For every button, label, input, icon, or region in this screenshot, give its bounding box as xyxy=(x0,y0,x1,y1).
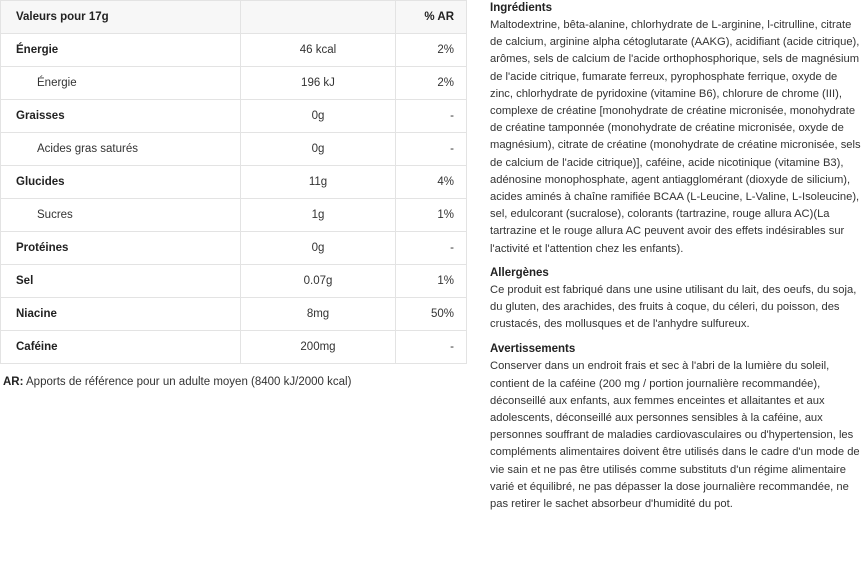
table-row xyxy=(1,199,467,232)
nutrient-name: Graisses xyxy=(1,100,241,133)
table-row xyxy=(1,298,467,331)
table-row xyxy=(1,265,467,298)
ingredients-text: Maltodextrine, bêta-alanine, chlorhydrate de L-arginine, l-citrulline, citrate de calcium, arginine alpha cétoglutarate (AAKG), acidifiant (acide citrique), arômes, sels de calcium de l'acide orthophosphorique, sels de magnésium de l'acide citrique, fumarate ferreux, pyrophosphate ferrique, oxyde de zinc, chlorhydrate de pyridoxine (vitamine B6), chlorure de chrome (III), complexe de créatine [monohydrate de créatine micronisée, monohydrate de créatine tamponnée (monohydrate de créatine micronisée, oxyde de magnésium), citrate de créatine (monohydrate de créatine micronisée, sels de calcium de l'acide citrique)], caféine, acide nicotinique (vitamine B3), adénosine monophosphate, agent antiagglomérant (dioxyde de silicium), acides aminés à chaîne ramifiée BCAA (L-Leucine, L-Valine, L-Isoleucine), sel, edulcorant (sucralose), colorants (tartrazine, rouge allura AC)(La tartrazine et le rouge allura AC peuvent avoir des effets indésirables sur l'activité et l'attention chez les enfants). xyxy=(490,19,861,255)
nutrient-name: Glucides xyxy=(1,166,241,199)
table-row xyxy=(1,232,467,265)
nutrient-quantity: 0g xyxy=(241,232,396,265)
nutrition-header-row xyxy=(1,1,467,34)
header-quantity xyxy=(241,1,396,34)
nutrient-quantity: 0g xyxy=(241,133,396,166)
nutrition-panel xyxy=(0,0,468,388)
nutrient-name: Niacine xyxy=(1,298,241,331)
nutrient-name: Acides gras saturés xyxy=(1,133,241,166)
nutrient-name: Sucres xyxy=(1,199,241,232)
warnings-title: Avertissements xyxy=(490,343,576,356)
header-ar: % AR xyxy=(396,1,467,34)
nutrient-name: Sel xyxy=(1,265,241,298)
nutrient-ar: 1% xyxy=(396,199,467,232)
nutrient-quantity: 196 kJ xyxy=(241,67,396,100)
table-row xyxy=(1,331,467,364)
ingredients-section xyxy=(490,0,861,258)
nutrient-quantity: 0.07g xyxy=(241,265,396,298)
header-nutrient: Valeurs pour 17g xyxy=(1,1,241,34)
nutrient-ar: - xyxy=(396,100,467,133)
table-row xyxy=(1,133,467,166)
nutrient-quantity: 200mg xyxy=(241,331,396,364)
table-row xyxy=(1,67,467,100)
nutrient-ar: - xyxy=(396,331,467,364)
nutrient-ar: 1% xyxy=(396,265,467,298)
nutrient-name: Caféine xyxy=(1,331,241,364)
nutrient-quantity: 11g xyxy=(241,166,396,199)
ar-footnote-label: AR: xyxy=(3,376,24,388)
ar-footnote xyxy=(0,376,468,388)
nutrient-name: Protéines xyxy=(1,232,241,265)
warnings-text: Conserver dans un endroit frais et sec à l'abri de la lumière du soleil, contient de la caféine (200 mg / portion journalière recommandée), déconseillé aux enfants, aux femmes enceintes et allaitantes et aux adolescents, déconseillé aux personnes sensibles à la caféine, aux personnes souffrant de maladies cardiovasculaires ou d'hypertension, les compléments alimentaires doivent être utilisés dans le cadre d'un mode de vie sain et ne pas être utilisés comme substituts d'un régime alimentaire varié et équilibré, ne pas dépasser la dose journalière recommandée, ne pas retirer le sachet absorbeur d'humidité du pot. xyxy=(490,360,860,511)
table-row xyxy=(1,166,467,199)
allergens-title: Allergènes xyxy=(490,266,549,279)
nutrient-quantity: 46 kcal xyxy=(241,34,396,67)
ingredients-title: Ingrédients xyxy=(490,2,552,14)
nutrient-quantity: 8mg xyxy=(241,298,396,331)
table-row xyxy=(1,100,467,133)
nutrient-quantity: 0g xyxy=(241,100,396,133)
nutrient-ar: - xyxy=(396,232,467,265)
nutrient-ar: 2% xyxy=(396,67,467,100)
allergens-text: Ce produit est fabriqué dans une usine utilisant du lait, des oeufs, du soja, du gluten, des arachides, des fruits à coque, du céleri, du poisson, des crustacés, des mollusques et de l'anhydre sulfureux. xyxy=(490,283,857,331)
nutrient-ar: 2% xyxy=(396,34,467,67)
nutrient-quantity: 1g xyxy=(241,199,396,232)
nutrition-table xyxy=(0,0,467,364)
nutrient-ar: 4% xyxy=(396,166,467,199)
nutrient-ar: 50% xyxy=(396,298,467,331)
nutrient-name: Énergie xyxy=(1,67,241,100)
allergens-section xyxy=(490,265,861,334)
table-row xyxy=(1,34,467,67)
ar-footnote-text: Apports de référence pour un adulte moyen (8400 kJ/2000 kcal) xyxy=(23,376,352,388)
product-info-panel xyxy=(490,0,861,513)
nutrient-ar: - xyxy=(396,133,467,166)
warnings-section xyxy=(490,341,861,513)
nutrient-name: Énergie xyxy=(1,34,241,67)
